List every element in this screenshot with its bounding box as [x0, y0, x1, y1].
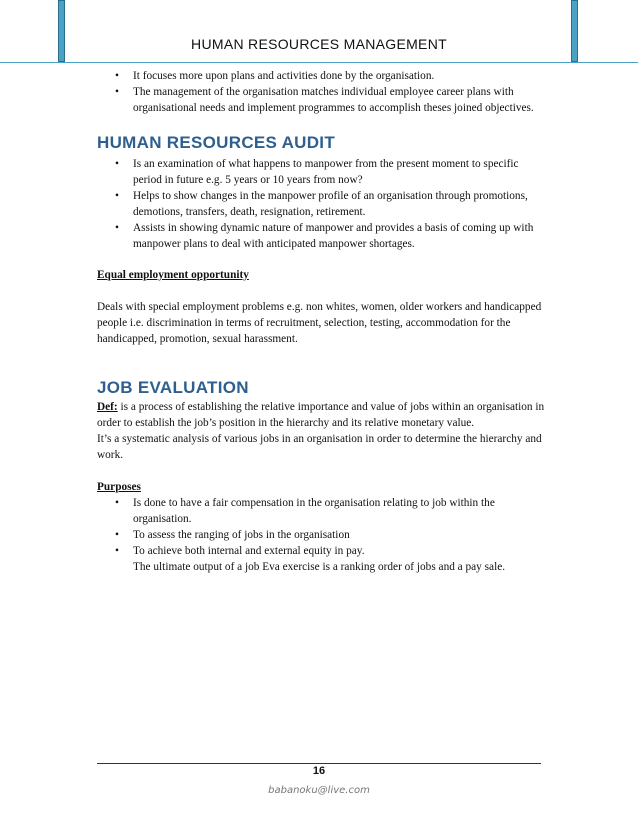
bullet-icon: •: [115, 86, 119, 98]
definition-paragraph: [97, 399, 547, 431]
header-left-bar: [58, 0, 65, 62]
subheading-purposes: Purposes: [97, 481, 141, 493]
bullet-icon: •: [115, 70, 119, 82]
page-header-title: HUMAN RESOURCES MANAGEMENT: [191, 36, 447, 52]
bullet-icon: •: [115, 497, 119, 509]
hr-audit-bullet-list: [97, 156, 547, 252]
bullet-icon: •: [115, 545, 119, 557]
list-item: • To achieve both internal and external equity in pay. The ultimate output of a job Eva exercise is a ranking order of jobs and a pay sale.: [133, 543, 547, 575]
equal-employment-paragraph: Deals with special employment problems e.g. non whites, women, older workers and handicapped people i.e. discrimination in terms of recruitment, selection, testing, accommodation for the handicapped, promotion, sexual harassment.: [97, 301, 542, 345]
page-content: [97, 68, 547, 575]
list-item: • Is an examination of what happens to manpower from the present moment to specific period in future e.g. 5 years or 10 years from now?: [115, 158, 519, 186]
bullet-icon: •: [115, 222, 119, 234]
section-heading-job-evaluation: JOB EVALUATION: [97, 378, 249, 397]
section-heading-hr-audit: HUMAN RESOURCES AUDIT: [97, 133, 336, 152]
list-item: • The management of the organisation matches individual employee career plans with organisational needs and implement programmes to accomplish theses joined objectives.: [115, 86, 534, 114]
subheading-equal-employment: Equal employment opportunity: [97, 269, 249, 281]
definition-label: Def:: [97, 401, 118, 413]
bullet-icon: •: [115, 190, 119, 202]
job-evaluation-paragraph: It’s a systematic analysis of various jobs in an organisation in order to determine the hierarchy and work.: [97, 433, 542, 461]
definition-text: is a process of establishing the relative importance and value of jobs within an organisation in order to establish the job’s position in the hierarchy and its relative monetary value.: [97, 401, 545, 429]
header-right-bar: [571, 0, 578, 62]
header-rule: [0, 62, 638, 63]
list-item: • Is done to have a fair compensation in the organisation relating to job within the organisation.: [115, 497, 495, 525]
list-item: • Assists in showing dynamic nature of manpower and provides a basis of coming up with manpower plans to deal with anticipated manpower shortages.: [115, 222, 534, 250]
bullet-icon: •: [115, 158, 119, 170]
list-item: • Helps to show changes in the manpower profile of an organisation through promotions, demotions, transfers, death, resignation, retirement.: [115, 190, 528, 218]
bullet-icon: •: [115, 529, 119, 541]
intro-bullet-list: [97, 68, 547, 116]
purposes-continuation: The ultimate output of a job Eva exercise is a ranking order of jobs and a pay sale.: [133, 561, 506, 573]
list-item: • It focuses more upon plans and activities done by the organisation.: [115, 70, 435, 82]
footer-email: babanoku@live.com: [268, 785, 370, 796]
purposes-bullet-list: [97, 495, 547, 575]
footer-rule: [97, 763, 541, 764]
list-item: • To assess the ranging of jobs in the organisation: [115, 529, 350, 541]
page-number: 16: [312, 765, 326, 777]
